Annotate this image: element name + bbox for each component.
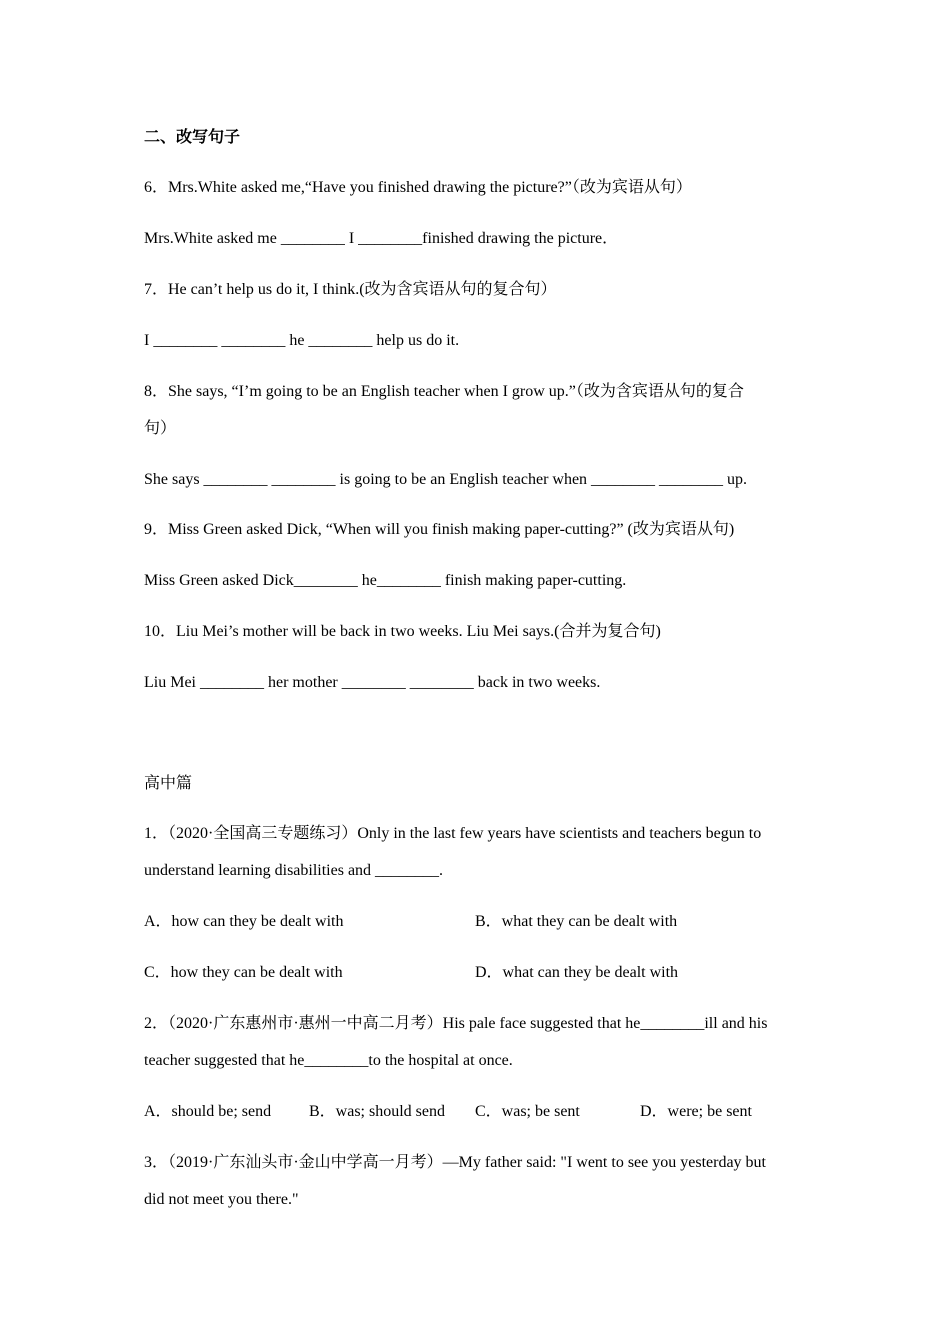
hs-q2-option-c: C．was; be sent: [475, 1103, 580, 1120]
answer-6: Mrs.White asked me ________ I ________finished drawing the picture．: [144, 230, 619, 247]
answer-10: Liu Mei ________ her mother ________ ________ back in two weeks.: [144, 674, 601, 691]
hs-q1-option-a: A．how can they be dealt with: [144, 913, 344, 930]
answer-7: I ________ ________ he ________ help us do it.: [144, 332, 460, 349]
hs-q2-option-a: A．should be; send: [144, 1103, 272, 1120]
hs-q1-option-c: C．how they can be dealt with: [144, 964, 343, 981]
hs-question-2-line-2: teacher suggested that he________to the hospital at once.: [144, 1052, 513, 1069]
hs-q2-option-d: D．were; be sent: [640, 1103, 752, 1120]
hs-q1-option-b: B．what they can be dealt with: [475, 913, 678, 930]
question-10: 10．Liu Mei’s mother will be back in two weeks. Liu Mei says.(合并为复合句): [144, 623, 661, 640]
subsection-title: 高中篇: [144, 775, 193, 792]
answer-8: She says ________ ________ is going to be an English teacher when ________ ________ up.: [144, 471, 748, 488]
question-7: 7．He can’t help us do it, I think.(改为含宾语从句的复合句）: [144, 281, 557, 298]
question-8-line-2: 句）: [144, 420, 177, 437]
hs-question-1-line-1: 1．（2020·全国高三专题练习）Only in the last few years have scientists and teachers begun to: [144, 825, 762, 842]
section-title: 二、改写句子: [144, 129, 241, 146]
hs-question-3-line-1: 3．（2019·广东汕头市·金山中学高一月考）—My father said: "I went to see you yesterday but: [144, 1154, 766, 1171]
question-9: 9．Miss Green asked Dick, “When will you finish making paper-cutting?” (改为宾语从句): [144, 521, 735, 538]
question-6: 6．Mrs.White asked me,“Have you finished drawing the picture?”（改为宾语从句）: [144, 179, 692, 196]
hs-q1-option-d: D．what can they be dealt with: [475, 964, 679, 981]
hs-question-2-line-1: 2．（2020·广东惠州市·惠州一中高二月考）His pale face suggested that he________ill and his: [144, 1015, 768, 1032]
answer-9: Miss Green asked Dick________ he________ finish making paper-cutting.: [144, 572, 627, 589]
question-8-line-1: 8．She says, “I’m going to be an English teacher when I grow up.”（改为含宾语从句的复合: [144, 383, 744, 400]
hs-question-3-line-2: did not meet you there.": [144, 1191, 299, 1208]
hs-q2-option-b: B．was; should send: [309, 1103, 446, 1120]
hs-question-1-line-2: understand learning disabilities and ________.: [144, 862, 444, 879]
